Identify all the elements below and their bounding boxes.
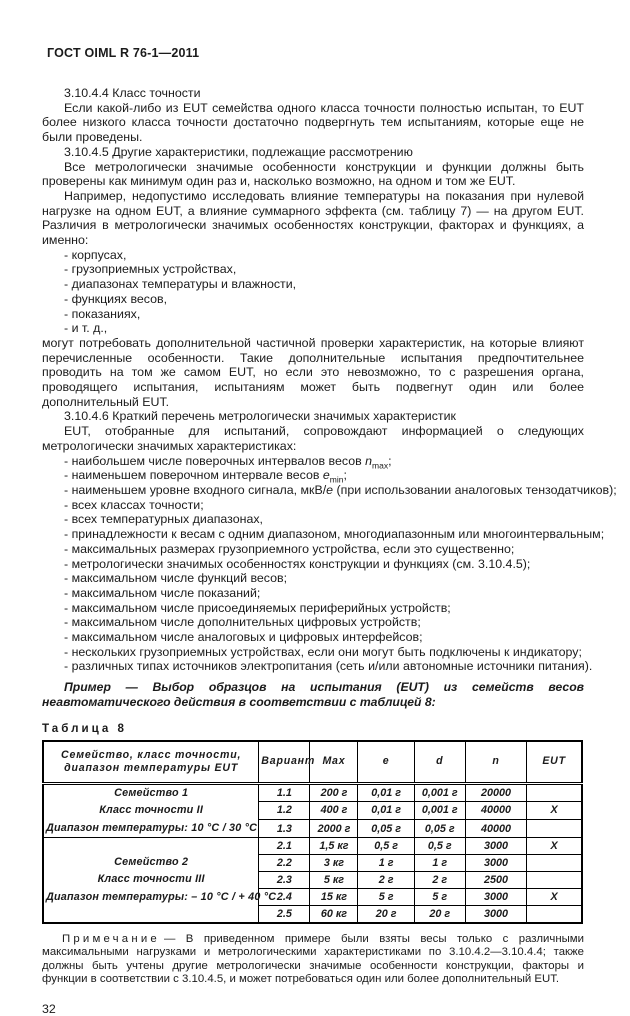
- table-header-row: [43, 741, 582, 783]
- list-item: - метрологически значимых особенностях конструкции и функциях (см. 3.10.4.5);: [64, 556, 531, 571]
- example-paragraph: Пример — Выбор образцов на испытания (EUT) из семейств весов неавтоматического действия в соответствии с таблицей 8:: [42, 680, 584, 710]
- list-item: - принадлежности к весам с одним диапазоном, многодиапазонным или многоинтервальным;: [64, 527, 605, 542]
- list-item: - наименьшем поверочном интервале весов $e_{min}$;: [64, 468, 347, 485]
- document-title: ГОСТ OIML R 76-1—2011: [47, 46, 200, 60]
- list-item: - всех классах точности;: [64, 497, 204, 512]
- col-eut: EUT: [527, 741, 582, 783]
- family-1-cell: Семейство 1 Класс точности II Диапазон температуры: 10 °C / 30 °C: [43, 783, 259, 838]
- col-max: Max: [310, 741, 358, 783]
- list-item: - грузоприемных устройствах,: [64, 262, 237, 277]
- col-family: Семейство, класс точности, диапазон температуры EUT: [43, 741, 259, 783]
- list-item: - нескольких грузоприемных устройствах, если они могут быть подключены к индикатору;: [64, 644, 582, 659]
- list-item: - всех температурных диапазонах,: [64, 512, 263, 527]
- col-e: e: [358, 741, 414, 783]
- col-n: n: [465, 741, 526, 783]
- list-item: - наибольшем числе поверочных интервалов весов $n_{max}$;: [64, 453, 392, 471]
- list-item: - максимальных размерах грузоприемного устройства, если это существенно;: [64, 541, 515, 556]
- list-item: - корпусах,: [64, 247, 127, 262]
- table-row: 2.5 60 кг 20 г 20 г 3000: [43, 906, 582, 923]
- paragraph-3-10-4-4: Если какой-либо из EUT семейства одного класса точности полностью испытан, то EUT более низкого класса точности достаточно подвергнуть тем испытаниям, которые еще не были проведены.: [42, 100, 584, 145]
- paragraph-3-10-4-5-c: могут потребовать дополнительной частичной проверки характеристик, на которые влияют перечисленные особенности. Такие дополнительные испытания предпочтительнее проводить на том же самом EUT, но если это невозможно, то с разрешения органа, проводящего испытания, испытаниям может быть подвегнут один или более дополнительный EUT.: [42, 335, 584, 409]
- heading-3-10-4-5: 3.10.4.5 Другие характеристики, подлежащие рассмотрению: [64, 144, 413, 159]
- features-list: [42, 248, 584, 336]
- list-item: - наименьшем уровне входного сигнала, мкВ/e (при использовании аналоговых тензодатчиков);: [64, 482, 617, 497]
- list-item: - максимальном числе показаний;: [64, 585, 261, 600]
- list-item: - функциях весов,: [64, 291, 168, 306]
- table-row: 2.2 3 кг 1 г 1 г 3000: [43, 855, 582, 872]
- family-2-cell: Семейство 2 Класс точности III Диапазон температуры: – 10 °C / + 40 °C: [43, 838, 259, 923]
- paragraph-3-10-4-5-a: Все метрологически значимые особенности конструкции и функции должны быть проверены как минимум один раз и, насколько возможно, на одном и том же EUT.: [42, 159, 584, 189]
- list-item: - различных типах источников электропитания (сеть и/или автономные источники питания).: [64, 659, 593, 674]
- note-text: — В приведенном примере были взяты весы только с различными максимальными нагрузками и метрологическими характеристиками по 3.10.4.2—3.10.4.4; также должны быть учтены другие метрологически значимые особенности конструкции, факторы и функции в соответствии с 3.10.4.5, и может потребоваться один или более дополнительный EUT.: [42, 932, 584, 986]
- list-item: - диапазонах температуры и влажности,: [64, 277, 297, 292]
- table-row: 1.2 400 г 0,01 г 0,001 г 40000 X: [43, 801, 582, 819]
- table-caption: Таблица 8: [42, 722, 127, 736]
- characteristics-list: [42, 453, 617, 675]
- table-row: 1.3 2000 г 0,05 г 0,05 г 40000: [43, 819, 582, 837]
- list-item: - и т. д.,: [64, 321, 108, 336]
- table-row: Семейство 2 Класс точности III Диапазон температуры: – 10 °C / + 40 °C 2.1 1,5 кг 0,5 г 0,5 г 3000 X: [43, 838, 582, 855]
- heading-3-10-4-6: 3.10.4.6 Краткий перечень метрологически значимых характеристик: [64, 409, 456, 424]
- page-number: 32: [42, 1002, 56, 1016]
- col-variant: Вариант: [259, 741, 310, 783]
- list-item: - максимальном числе функций весов;: [64, 571, 288, 586]
- paragraph-3-10-4-6: EUT, отобранные для испытаний, сопровождают информацией о следующих метрологически значимых характеристиках:: [42, 424, 584, 453]
- table-8: [42, 740, 583, 924]
- note-label: Примечание: [62, 932, 160, 945]
- list-item: - максимальном числе присоединяемых периферийных устройств;: [64, 600, 451, 615]
- heading-3-10-4-4: 3.10.4.4 Класс точности: [64, 86, 201, 100]
- table-note: [42, 933, 584, 987]
- list-item: - показаниях,: [64, 306, 141, 321]
- col-d: d: [414, 741, 465, 783]
- list-item: - максимальном числе аналоговых и цифровых интерфейсов;: [64, 630, 423, 645]
- document-body: [42, 86, 617, 710]
- table-row: 2.4 15 кг 5 г 5 г 3000 X: [43, 889, 582, 906]
- list-item: - максимальном числе дополнительных цифровых устройств;: [64, 615, 421, 630]
- paragraph-3-10-4-5-b: Например, недопустимо исследовать влияние температуры на показания при нулевой нагрузке на одном EUT, а влияние суммарного эффекта (см. таблицу 7) — на другом EUT. Различия в метрологически значимых особенностях конструкции, факторах и функциях, а именно:: [42, 188, 584, 248]
- table-row: Семейство 1 Класс точности II Диапазон температуры: 10 °C / 30 °C 1.1 200 г 0,01 г 0,001 г 20000: [43, 783, 582, 801]
- table-row: 2.3 5 кг 2 г 2 г 2500: [43, 872, 582, 889]
